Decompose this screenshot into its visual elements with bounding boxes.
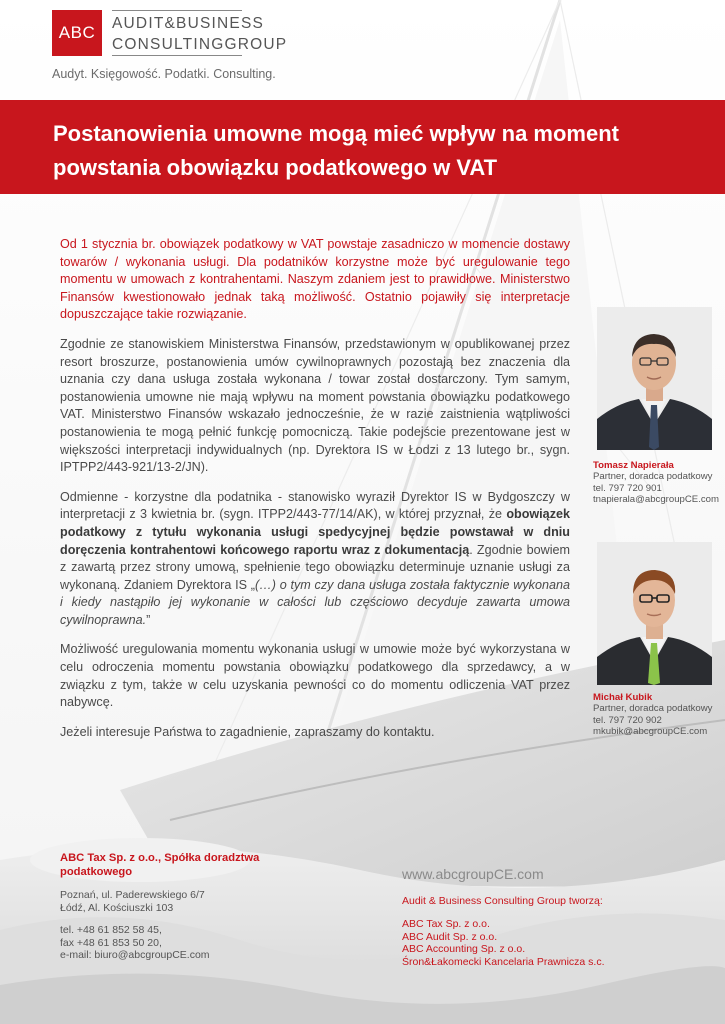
paragraph-3-text-b: . Zgodnie bowiem z zawartą przez strony umową, spełnienie tego obowiązku determinuje uznanie usługi za wykonaną. Zdaniem Dyrektora IS „ bbox=[60, 542, 571, 592]
paragraph-3-quote: (…) o tym czy dana usługa została faktycznie wykonana i kiedy nastąpiło jej wykonanie w całości lub częściowo decyduje zawarta umowa cywilnoprawna. bbox=[60, 577, 571, 627]
person-role: Partner, doradca podatkowy bbox=[593, 471, 713, 483]
logo-line-1: AUDIT&BUSINESS bbox=[112, 15, 265, 32]
person-phone: tel. 797 720 901 bbox=[593, 482, 662, 494]
portrait-photo-michal bbox=[597, 542, 712, 685]
person-email-link[interactable]: tnapierala@abcgroupCE.com bbox=[593, 494, 719, 506]
footer-phone: tel. +48 61 852 58 45, bbox=[60, 924, 162, 937]
person-role: Partner, doradca podatkowy bbox=[593, 703, 713, 715]
footer-email-link[interactable]: e-mail: biuro@abcgroupCE.com bbox=[60, 949, 210, 962]
contact-card-michal bbox=[593, 692, 723, 738]
person-email-link[interactable]: mkubik@abcgroupCE.com bbox=[593, 726, 708, 738]
footer-fax: fax +48 61 853 50 20, bbox=[60, 936, 162, 949]
footer-group-info bbox=[402, 868, 702, 969]
logo-bottom-rule bbox=[112, 55, 242, 56]
footer-company-info bbox=[60, 852, 300, 962]
article-body bbox=[60, 236, 570, 753]
logo-mark: ABC bbox=[52, 10, 102, 56]
paragraph-3-text-a: Odmienne - korzystne dla podatnika - stanowisko wyraził Dyrektor IS w Bydgoszczy w interpretacji z 3 kwietnia br. (sygn. ITPP2/443-77/14/AK), w której przyznał, że bbox=[60, 489, 570, 522]
lead-paragraph: Od 1 stycznia br. obowiązek podatkowy w VAT powstaje zasadniczo w momencie dostawy towarów / wykonania usługi. Dla podatników korzystne może być uregulowanie tego momentu w umowach z kontrahentami. Naszym zdaniem jest to prawidłowe. Ministerstwo Finansów kwestionowało jednak taką możliwość. Ostatnio pojawiły się interpretacje dopuszczające takie rozwiązanie. bbox=[60, 237, 570, 322]
group-member: ABC Accounting Sp. z o.o. bbox=[402, 943, 526, 956]
paragraph-4: Możliwość uregulowania momentu wykonania usługi w umowie może być wykorzystana w celu odroczenia momentu powstania obowiązku podatkowego dla sprzedawcy, a w związku z tym, także w celu uzyskania pewności co do momentu odliczenia VAT przez nabywcę. bbox=[60, 642, 570, 710]
footer-address-poznan: Poznań, ul. Paderewskiego 6/7 bbox=[60, 889, 205, 901]
group-member: Śron&Łakomecki Kancelaria Prawnicza s.c. bbox=[402, 955, 605, 968]
title-line-1: Postanowienia umowne mogą mieć wpływ na moment bbox=[53, 121, 619, 146]
logo-top-rule bbox=[112, 10, 242, 11]
person-name: Michał Kubik bbox=[593, 692, 653, 703]
logo-line-2: CONSULTINGGROUP bbox=[112, 36, 288, 53]
title-line-2: powstania obowiązku podatkowego w VAT bbox=[53, 155, 498, 180]
paragraph-3 bbox=[60, 489, 570, 630]
footer-address-lodz: Łódź, Al. Kościuszki 103 bbox=[60, 901, 174, 914]
group-heading: Audit & Business Consulting Group tworzą: bbox=[402, 894, 603, 907]
paragraph-3-text-c: ” bbox=[146, 612, 151, 627]
person-name: Tomasz Napierała bbox=[593, 460, 674, 471]
group-member: ABC Tax Sp. z o.o. bbox=[402, 918, 490, 931]
portrait-photo-tomasz bbox=[597, 307, 712, 450]
website-link[interactable]: www.abcgroupCE.com bbox=[402, 866, 544, 882]
person-phone: tel. 797 720 902 bbox=[593, 714, 662, 726]
title-banner bbox=[0, 100, 725, 194]
paragraph-5: Jeżeli interesuje Państwa to zagadnienie, zapraszamy do kontaktu. bbox=[60, 724, 435, 739]
footer-company-name: ABC Tax Sp. z o.o., Spółka doradztwa podatkowego bbox=[60, 852, 260, 878]
tagline: Audyt. Księgowość. Podatki. Consulting. bbox=[52, 67, 276, 81]
logo-wordmark bbox=[112, 13, 287, 55]
paragraph-2: Zgodnie ze stanowiskiem Ministerstwa Finansów, przedstawionym w opublikowanej przez resort broszurze, postanowienia umów cywilnoprawnych pozostają bez znaczenia dla uznania czy dana usługa została wykonana / towar został dostarczony. Tym samym, postanowienia umowne nie mają wpływu na moment powstania obowiązku podatkowego VAT. Ministerstwo Finansów wskazało jednocześnie, że w razie zaistnienia wątpliwości postanowienia te mogą pełnić funkcję pomocniczą. Takie podejście prezentowane jest w większości interpretacji indywidualnych (np. Dyrektora IS w Łodzi z 13 lutego br., sygn. IPTPP2/443-921/13-2/JN). bbox=[60, 336, 570, 475]
page-title bbox=[53, 117, 703, 185]
paragraph-3-bold: obowiązek podatkowy z tytułu wykonania usługi spedycyjnej będzie powstawał w dniu doręczenia kontrahentowi końcowego raportu wraz z dokumentacją bbox=[60, 507, 570, 557]
group-member: ABC Audit Sp. z o.o. bbox=[402, 930, 498, 943]
contact-card-tomasz bbox=[593, 460, 723, 506]
